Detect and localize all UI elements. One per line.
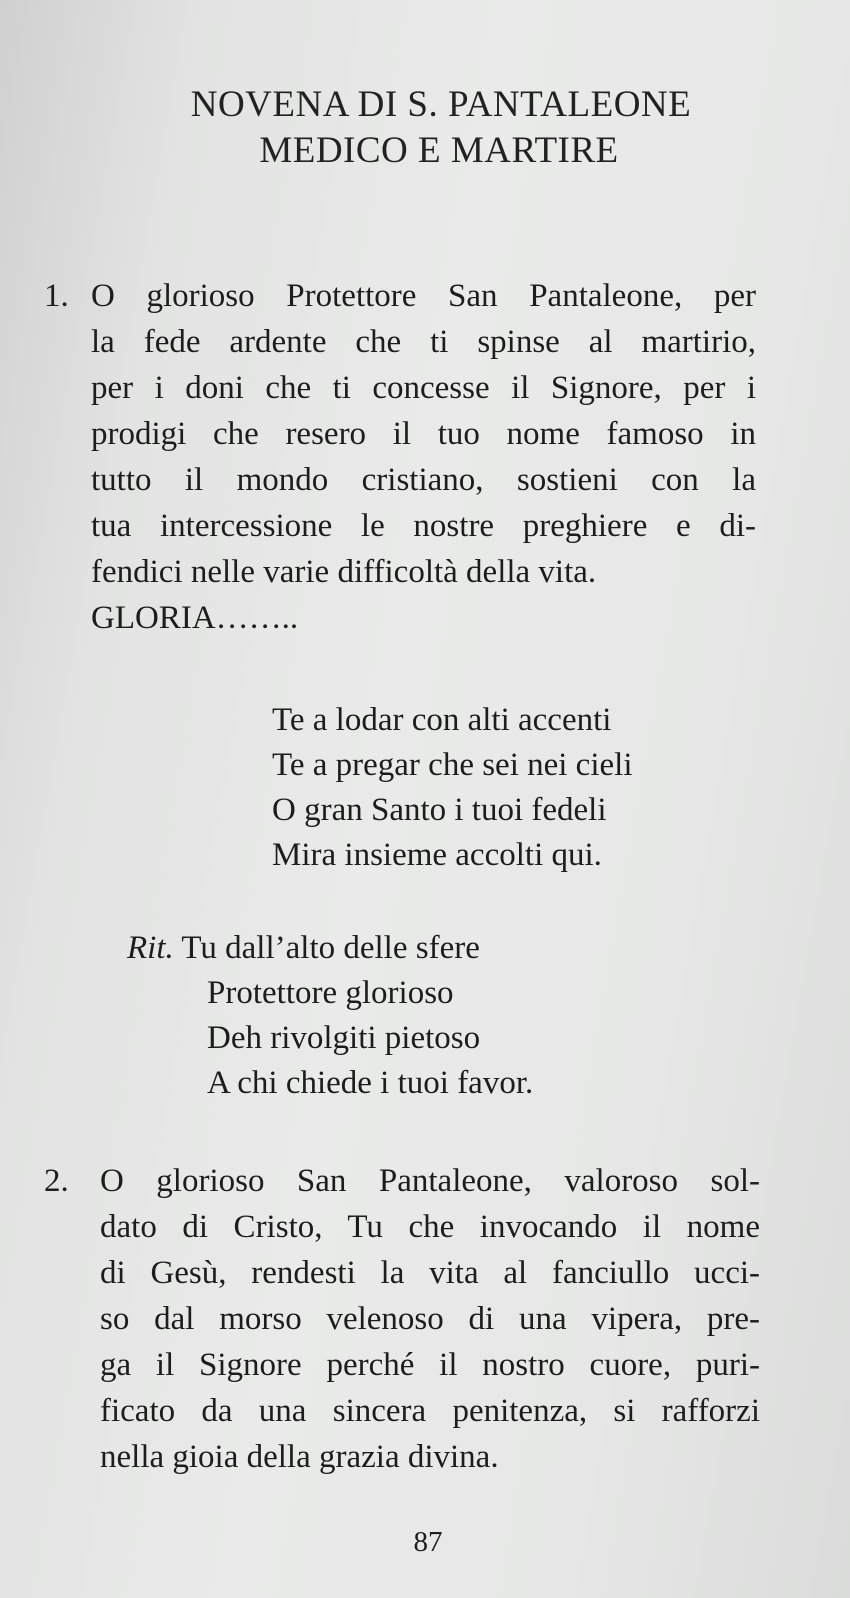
refrain-line: Protettore glorioso [207,975,454,1011]
text-line: la fede ardente che ti spinse al martirio, [91,324,756,360]
text-line: di Gesù, rendesti la vita al fanciullo ucci- [100,1255,760,1291]
verse-line: Te a pregar che sei nei cieli [272,747,633,783]
gloria-line: GLORIA…….. [91,600,299,636]
verse-line: Te a lodar con alti accenti [272,702,612,738]
refrain-line: Deh rivolgiti pietoso [207,1020,481,1056]
text-line: ficato da una sincera penitenza, si rafforzi [100,1393,760,1429]
text-line: so dal morso velenoso di una vipera, pre- [100,1301,760,1337]
prayer-text [100,1158,760,1480]
text-line: tua intercessione le nostre preghiere e di- [91,508,756,544]
text-line: tutto il mondo cristiano, sostieni con la [91,462,756,498]
page-title [0,82,850,174]
title-line-1: NOVENA DI S. PANTALEONE [190,84,692,125]
hymn-refrain [127,926,533,1106]
text-line: O glorioso San Pantaleone, valoroso sol- [100,1163,760,1199]
text-line: O glorioso Protettore San Pantaleone, per [91,278,756,314]
text-line: dato di Cristo, Tu che invocando il nome [100,1209,760,1245]
text-line: fendici nelle varie difficoltà della vita. [91,554,597,590]
refrain-label: Rit. [127,930,174,966]
text-line: ga il Signore perché il nostro cuore, puri- [100,1347,760,1383]
title-line-2: MEDICO E MARTIRE [259,130,619,171]
prayer-text [91,273,756,641]
refrain-first-line [127,926,533,971]
refrain-line: Tu dall’alto delle sfere [181,930,480,966]
text-line: prodigi che resero il tuo nome famoso in [91,416,756,452]
item-number: 2. [44,1163,69,1199]
text-line: per i doni che ti concesse il Signore, per i [91,370,756,406]
item-number: 1. [44,278,69,314]
hymn-verse [272,698,633,878]
refrain-line: A chi chiede i tuoi favor. [207,1065,534,1101]
verse-line: O gran Santo i tuoi fedeli [272,792,607,828]
verse-line: Mira insieme accolti qui. [272,837,602,873]
text-line: nella gioia della grazia divina. [100,1439,499,1475]
page-number: 87 [413,1526,443,1558]
